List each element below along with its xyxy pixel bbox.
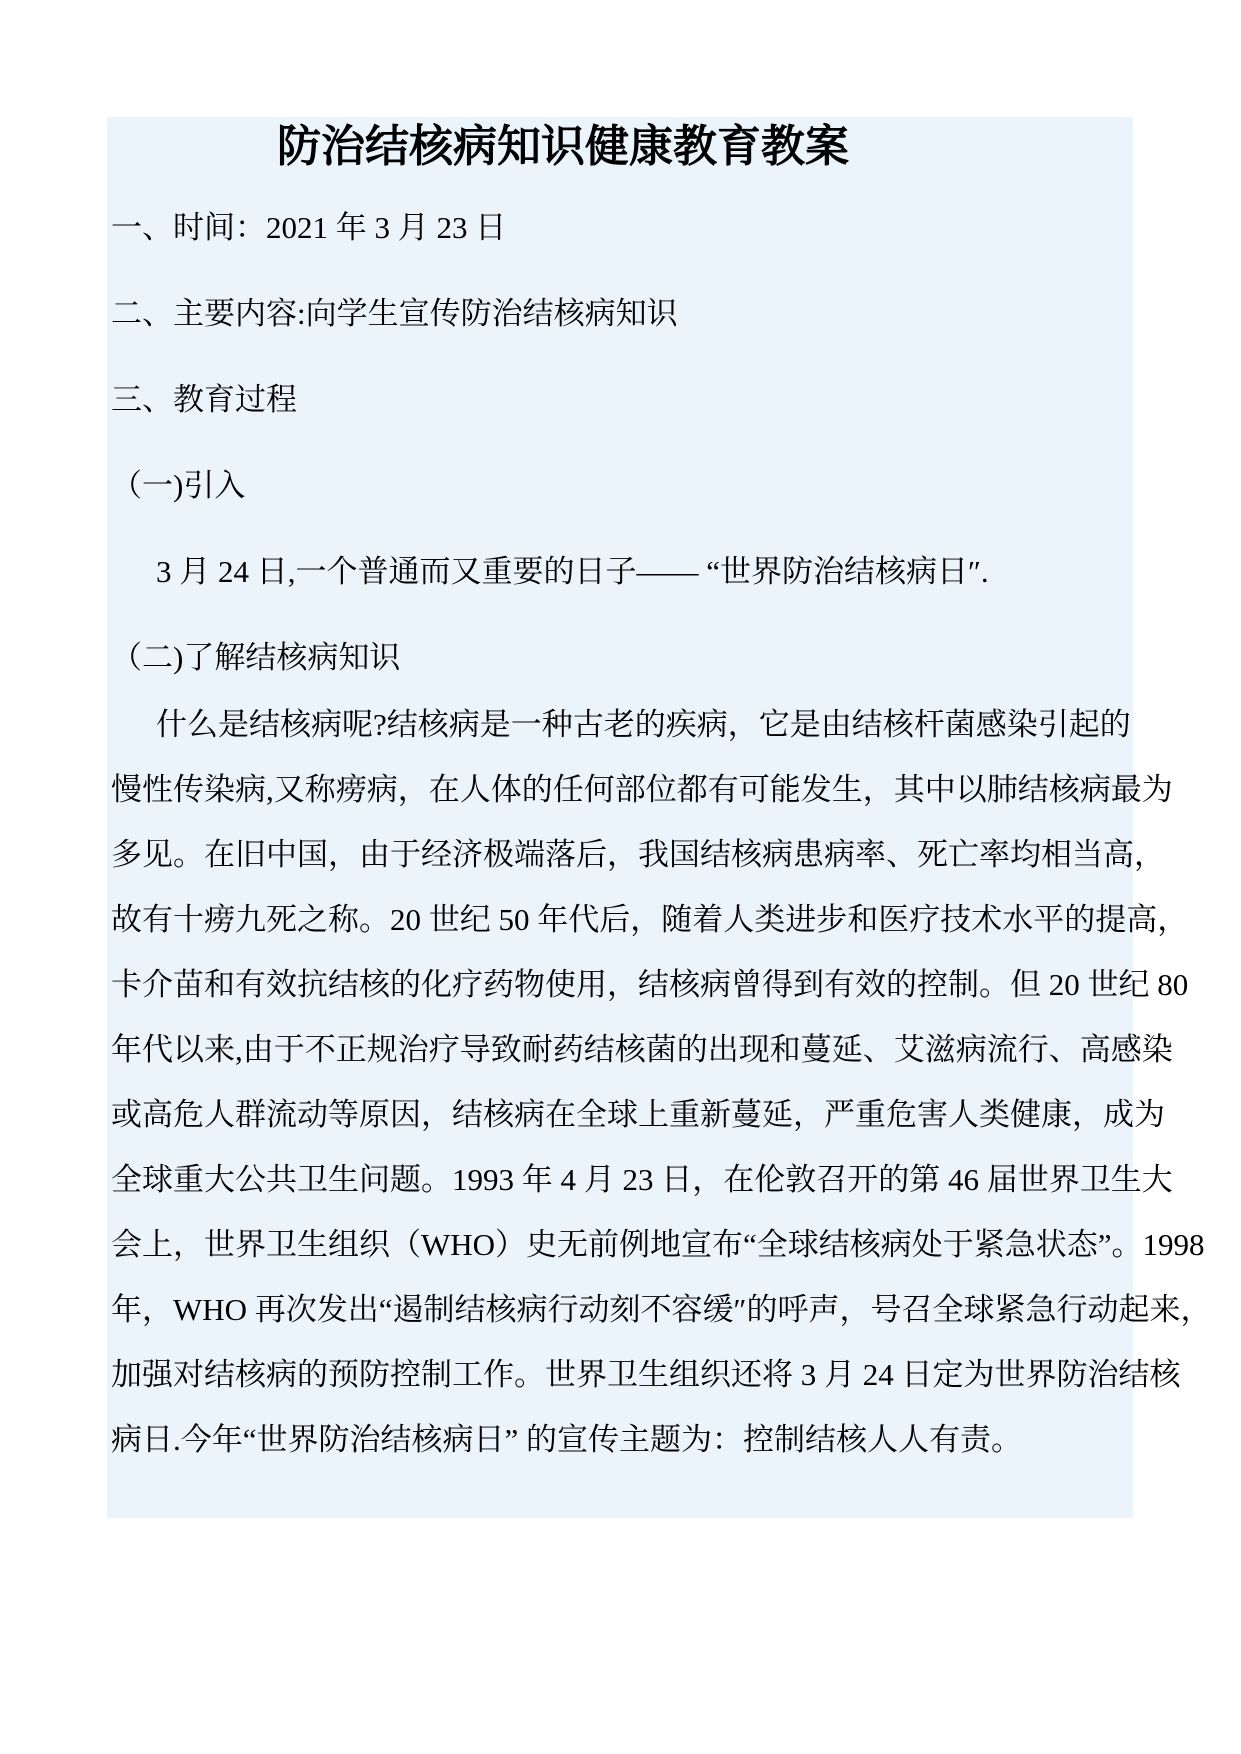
subsection-knowledge-heading: （二)了解结核病知识 <box>111 639 401 675</box>
paragraph-line: 全球重大公共卫生问题。1993 年 4 月 23 日，在伦敦召开的第 46 届世界卫生大 <box>111 1161 1173 1197</box>
paragraph-line: 病日.今年“世界防治结核病日” 的宣传主题为：控制结核人人有责。 <box>111 1421 1023 1457</box>
subsection-intro-heading: （一)引入 <box>111 467 246 503</box>
paragraph-line: 或高危人群流动等原因，结核病在全球上重新蔓延，严重危害人类健康，成为 <box>111 1096 1165 1132</box>
paragraph-line: 慢性传染病,又称痨病，在人体的任何部位都有可能发生，其中以肺结核病最为 <box>111 771 1173 807</box>
paragraph-line: 什么是结核病呢?结核病是一种古老的疾病，它是由结核杆菌感染引起的 <box>156 706 1131 742</box>
paragraph-line: 年代以来,由于不正规治疗导致耐药结核菌的出现和蔓延、艾滋病流行、高感染 <box>111 1031 1173 1067</box>
paragraph-line: 故有十痨九死之称。20 世纪 50 年代后，随着人类进步和医疗技术水平的提高， <box>111 901 1189 937</box>
body-paragraph <box>111 692 1212 1472</box>
intro-sentence: 3 月 24 日,一个普通而又重要的日子—— “世界防治结核病日″. <box>156 553 989 589</box>
paragraph-line: 卡介苗和有效抗结核的化疗药物使用，结核病曾得到有效的控制。但 20 世纪 80 <box>111 966 1189 1002</box>
section-time: 一、时间：2021 年 3 月 23 日 <box>111 209 507 245</box>
section-main-content: 二、主要内容:向学生宣传防治结核病知识 <box>111 295 678 331</box>
content-panel <box>107 117 1212 1518</box>
paragraph-line: 年，WHO 再次发出“遏制结核病行动刻不容缓″的呼声，号召全球紧急行动起来， <box>111 1291 1212 1327</box>
paragraph-line: 多见。在旧中国，由于经济极端落后，我国结核病患病率、死亡率均相当高， <box>111 836 1165 872</box>
document-title: 防治结核病知识健康教育教案 <box>277 122 849 171</box>
paragraph-line: 加强对结核病的预防控制工作。世界卫生组织还将 3 月 24 日定为世界防治结核 <box>111 1356 1181 1392</box>
paragraph-line: 会上，世界卫生组织（WHO）史无前例地宣布“全球结核病处于紧急状态”。1998 <box>111 1226 1205 1262</box>
section-education-process: 三、教育过程 <box>111 381 297 417</box>
